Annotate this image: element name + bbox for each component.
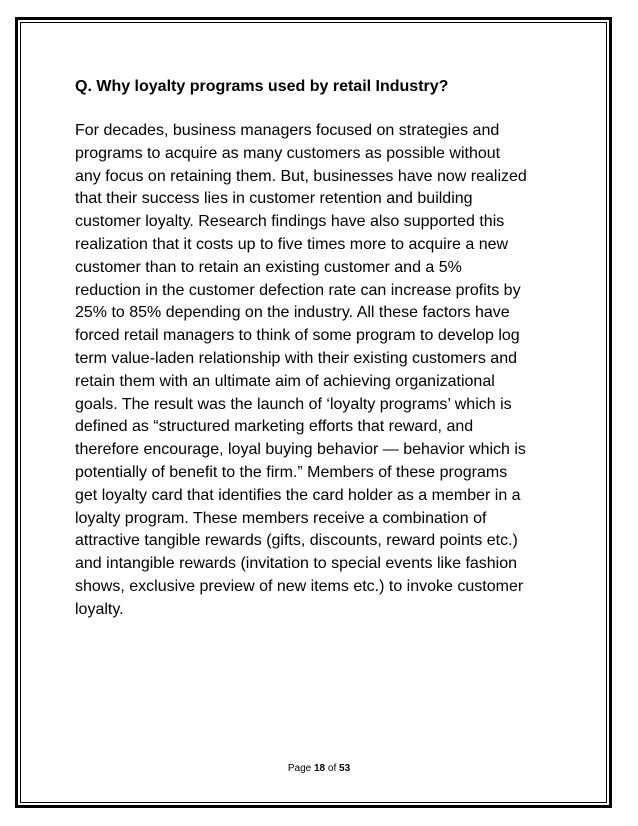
paragraph-line: customer loyalty. Research findings have also supported this [75,213,505,231]
answer-paragraph [75,120,575,622]
paragraph-line: any focus on retaining them. But, businesses have now realized [75,167,527,185]
paragraph-line: attractive tangible rewards (gifts, discounts, reward points etc.) [75,532,518,550]
page-label: Page [287,763,312,774]
question-heading: Q. Why loyalty programs used by retail Industry? [75,78,449,95]
paragraph-line: realization that it costs up to five times more to acquire a new [75,235,509,253]
paragraph-line: goals. The result was the launch of ‘loyalty programs’ which is [75,395,512,413]
total-page-count: 53 [339,763,351,774]
current-page-number: 18 [313,763,326,774]
paragraph-line: that their success lies in customer retention and building [75,190,473,208]
paragraph-line: and intangible rewards (invitation to special events like fashion [75,555,518,573]
page-footer [0,763,638,775]
paragraph-line: reduction in the customer defection rate can increase profits by [75,281,521,299]
paragraph-line: 25% to 85% depending on the industry. All these factors have [75,304,510,322]
paragraph-line: For decades, business managers focused on strategies and [75,122,500,139]
of-label: of [327,763,337,774]
paragraph-line: shows, exclusive preview of new items etc.) to invoke customer [75,577,524,595]
paragraph-line: customer than to retain an existing customer and a 5% [75,258,462,276]
page-content [75,76,575,622]
paragraph-line: term value-laden relationship with their existing customers and [75,349,517,367]
paragraph-line: defined as “structured marketing efforts that reward, and [75,418,474,436]
paragraph-line: retain them with an ultimate aim of achieving organizational [75,372,495,390]
paragraph-line: forced retail managers to think of some program to develop log [75,327,520,345]
paragraph-line: loyalty program. These members receive a combination of [75,509,487,527]
paragraph-line: therefore encourage, loyal buying behavior — behavior which is [75,441,526,459]
paragraph-line: loyalty. [75,600,124,618]
paragraph-line: get loyalty card that identifies the card holder as a member in a [75,486,521,504]
paragraph-line: potentially of benefit to the firm.” Members of these programs [75,463,508,481]
paragraph-line: programs to acquire as many customers as possible without [75,144,501,162]
